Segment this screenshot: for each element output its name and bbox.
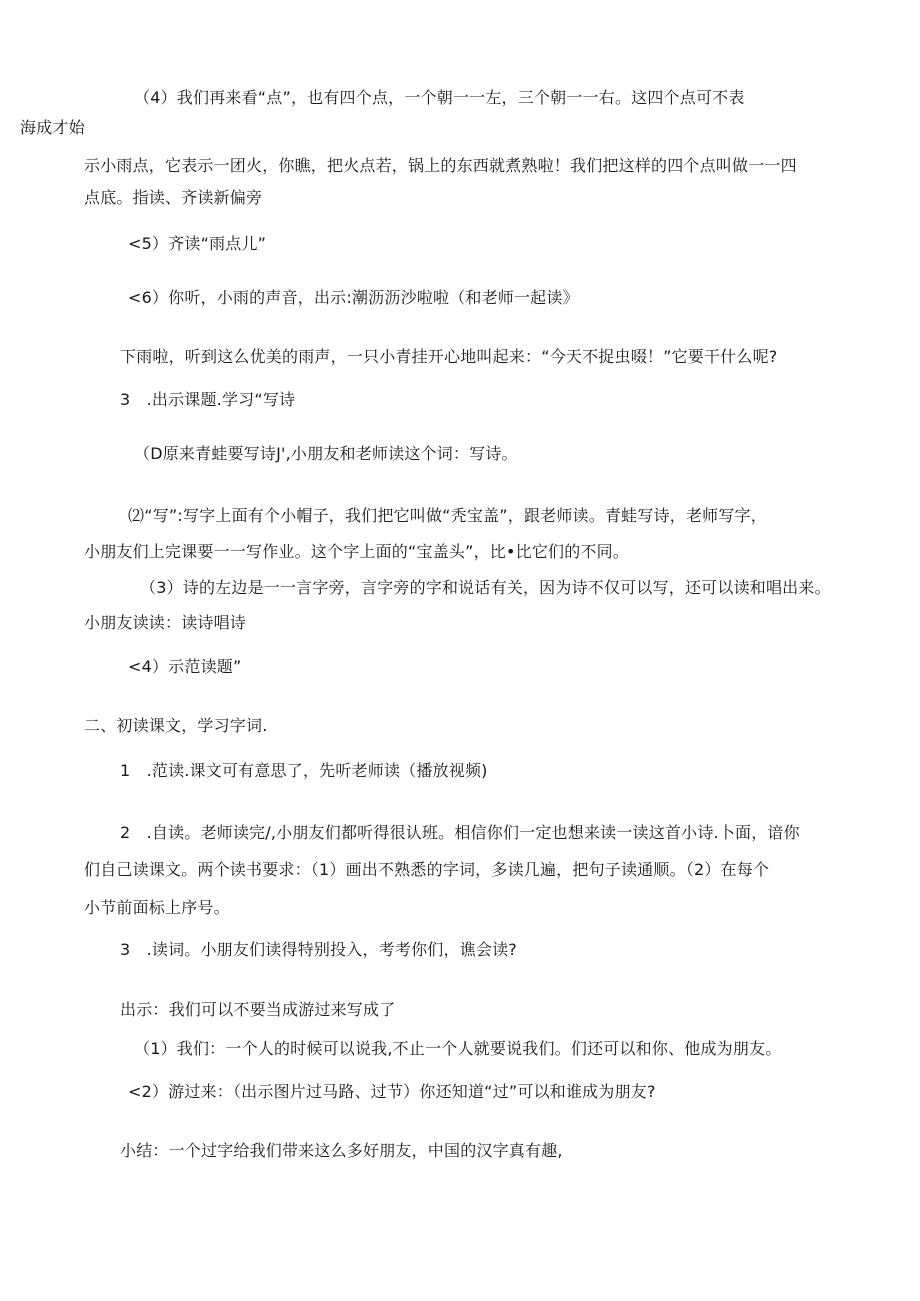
paragraph-2-write-line1: ⑵“写”:写字上面有个小帽子，我们把它叫做“秃宝盖”，跟老师读。青蛙写诗，老师写字， bbox=[128, 506, 767, 525]
paragraph-4-dot-line1: （4）我们再来看“点”，也有四个点，一个朝一一左，三个朝一一右。这四个点可不表 bbox=[134, 88, 745, 107]
step-2-self-reading-line2: 们自己读课文。两个读书要求：（1）画出不熟悉的字词，多读几遍，把句子读通顺。（2）在每个 bbox=[84, 860, 770, 879]
section-3-title: 3 .出示课题.学习“写诗 bbox=[120, 390, 296, 409]
word-1-women: （1）我们：一个人的时候可以说我,不止一个人就要说我们。们还可以和你、他成为朋友。 bbox=[134, 1039, 782, 1058]
step-1-model-reading: 1 .范读.课文可有意思了，先听老师读（播放视频) bbox=[120, 761, 488, 780]
paragraph-4-dot-line2: 示小雨点，它表示一团火，你瞧，把火点若，锅上的东西就煮熟啦！我们把这样的四个点叫做一一四 bbox=[84, 156, 797, 175]
paragraph-4-demo-read: <4）示范读题” bbox=[128, 657, 242, 676]
summary: 小结：一个过字给我们带来这么多好朋友，中国的汉字真有趣, bbox=[120, 1141, 563, 1160]
paragraph-6: <6）你听，小雨的声音，出示:潮沥沥沙啦啦（和老师一起读》 bbox=[128, 288, 579, 307]
word-2-youguolai: <2）游过来：（出示图片过马路、过节）你还知道“过”可以和谁成为朋友? bbox=[128, 1082, 656, 1101]
paragraph-frog: 下雨啦，听到这么优美的雨声，一只小青挂开心地叫起来：“今天不捉虫啜！”它要干什么呢? bbox=[120, 347, 778, 366]
paragraph-3-poem-line1: （3）诗的左边是一一言字旁，言字旁的字和说话有关，因为诗不仅可以写，还可以读和唱出来。 bbox=[140, 578, 831, 597]
paragraph-4-dot-line3: 点底。指读、齐读新偏旁 bbox=[84, 188, 263, 207]
stray-text: 海成才始 bbox=[20, 118, 85, 137]
step-3-read-words: 3 .读词。小朋友们读得特别投入，考考你们，谯会读? bbox=[120, 940, 517, 959]
paragraph-1-write-poem: （D原来青蛙要写诗J',小朋友和老师读这个词：写诗。 bbox=[134, 444, 518, 463]
section-2-heading: 二、初读课文，学习字词. bbox=[84, 716, 268, 735]
paragraph-3-poem-line2: 小朋友读读：读诗唱诗 bbox=[84, 613, 247, 632]
paragraph-2-write-line2: 小朋友们上完课要一一写作业。这个字上面的“宝盖头”，比•比它们的不同。 bbox=[84, 542, 630, 561]
shown-words: 出示：我们可以不要当成游过来写成了 bbox=[120, 1000, 396, 1019]
step-2-self-reading-line1: 2 .自读。老师读完/,小朋友们都听得很认班。相信你们一定也想来读一读这首小诗.卜面，谙你 bbox=[120, 823, 800, 842]
step-2-self-reading-line3: 小节前面标上序号。 bbox=[84, 898, 230, 917]
paragraph-5: <5）齐读“雨点儿” bbox=[128, 234, 267, 253]
